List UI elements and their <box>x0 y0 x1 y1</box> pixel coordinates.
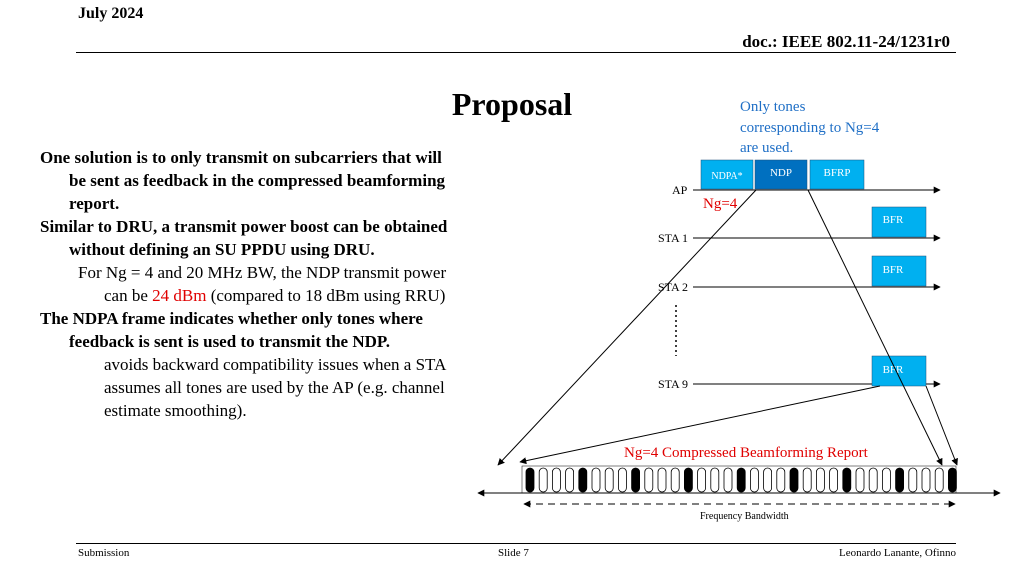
bfr-sta9-label: BFR <box>882 364 904 376</box>
sta2-label: STA 2 <box>658 280 689 294</box>
bfr-sta1-label: BFR <box>882 214 904 226</box>
unused-tone <box>658 468 666 492</box>
unused-tone <box>777 468 785 492</box>
active-tone <box>684 468 692 492</box>
bullet-3-pre: For Ng = 4 and 20 MHz BW, the NDP transmit power can be <box>78 263 447 305</box>
unused-tone <box>830 468 838 492</box>
active-tone <box>843 468 851 492</box>
unused-tone <box>935 468 943 492</box>
ap-label: AP <box>672 183 688 197</box>
footer-slide-number: Slide 7 <box>498 547 529 559</box>
unused-tone <box>539 468 547 492</box>
unused-tone <box>869 468 877 492</box>
active-tone <box>948 468 956 492</box>
footer-author: Leonardo Lanante, Ofinno <box>839 547 956 559</box>
slide-title: Proposal <box>451 86 573 122</box>
unused-tone <box>816 468 824 492</box>
bfrp-label: BFRP <box>823 167 851 179</box>
ndp-label: NDP <box>769 167 793 179</box>
bullet-2: Similar to DRU, a transmit power boost can be obtained without defining an SU PPDU using DRU. <box>40 217 448 259</box>
footer-divider <box>76 543 956 544</box>
unused-tone <box>605 468 613 492</box>
unused-tone <box>671 468 679 492</box>
active-tone <box>737 468 745 492</box>
unused-tone <box>566 468 574 492</box>
unused-tone <box>803 468 811 492</box>
report-label: Ng=4 Compressed Beamforming Report <box>624 445 868 461</box>
unused-tone <box>711 468 719 492</box>
frequency-label: Frequency Bandwidth <box>700 511 789 522</box>
active-tone <box>896 468 904 492</box>
ndpa-label: NDPA* <box>711 171 743 182</box>
footer-submission: Submission <box>78 547 130 559</box>
unused-tone <box>552 468 560 492</box>
bullet-1: One solution is to only transmit on subcarriers that will be sent as feedback in the compressed beamforming report. <box>40 148 446 213</box>
unused-tone <box>909 468 917 492</box>
unused-tone <box>724 468 732 492</box>
bullet-4: The NDPA frame indicates whether only tones where feedback is sent is used to transmit the NDP. <box>40 309 423 351</box>
unused-tone <box>922 468 930 492</box>
sta9-label: STA 9 <box>658 377 689 391</box>
bfr-sta2-label: BFR <box>882 264 904 276</box>
unused-tone <box>618 468 626 492</box>
active-tone <box>526 468 534 492</box>
bullet-3-post: (compared to 18 dBm using RRU) <box>206 286 446 305</box>
active-tone <box>632 468 640 492</box>
unused-tone <box>645 468 653 492</box>
tones-note: Only tones corresponding to Ng=4 are used. <box>740 99 880 156</box>
report-right-projection <box>926 386 957 465</box>
header-date: July 2024 <box>78 5 144 22</box>
bullet-3-highlight: 24 dBm <box>152 286 207 305</box>
ng4-label: Ng=4 <box>703 196 738 212</box>
active-tone <box>790 468 798 492</box>
sta1-label: STA 1 <box>658 231 689 245</box>
unused-tone <box>592 468 600 492</box>
unused-tone <box>698 468 706 492</box>
unused-tone <box>750 468 758 492</box>
unused-tone <box>856 468 864 492</box>
unused-tone <box>764 468 772 492</box>
bullet-5: avoids backward compatibility issues when a STA assumes all tones are used by the AP (e.g. channel estimate smoothing). <box>104 355 446 420</box>
header-doc-id: doc.: IEEE 802.11-24/1231r0 <box>742 32 950 51</box>
unused-tone <box>882 468 890 492</box>
active-tone <box>579 468 587 492</box>
ndp-left-projection <box>498 190 756 465</box>
